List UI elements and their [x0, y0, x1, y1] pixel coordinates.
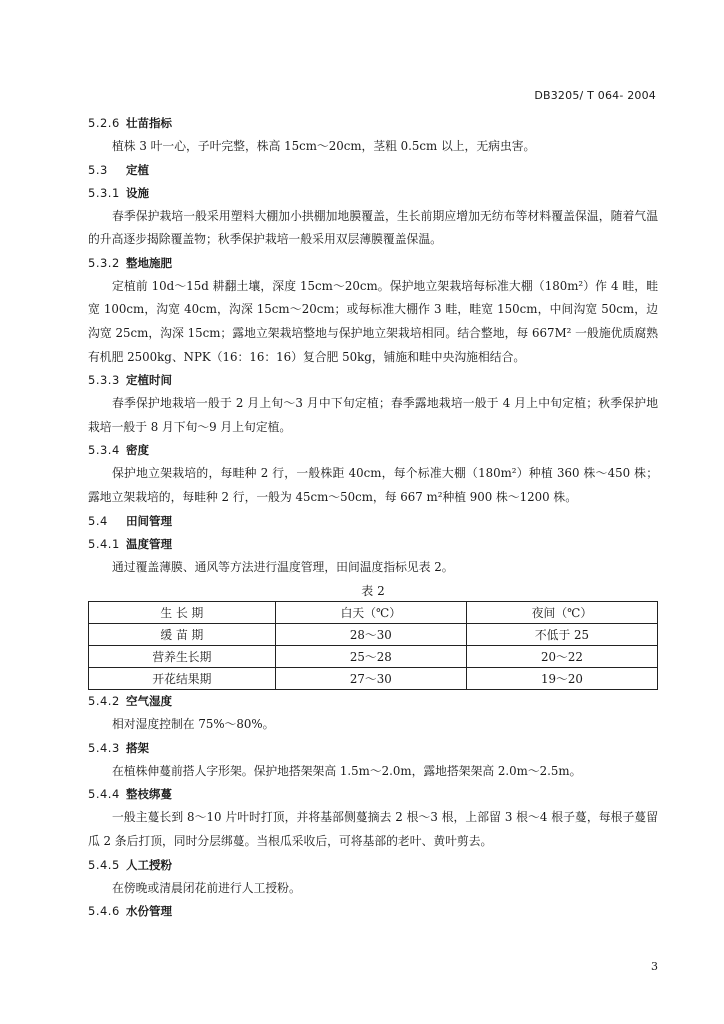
- table-cell: 缓 苗 期: [89, 624, 276, 646]
- table-row: [89, 668, 658, 690]
- section-number: 5.3.3: [88, 373, 120, 388]
- paragraph: 春季保护栽培一般采用塑料大棚加小拱棚加地膜覆盖，生长前期应增加无纺布等材料覆盖保温，随着气温的升高逐步揭除覆盖物；秋季保护栽培一般采用双层薄膜覆盖保温。: [88, 208, 658, 247]
- section-number: 5.3: [88, 162, 108, 177]
- table-header-cell: 夜间（℃）: [466, 602, 657, 624]
- section-title: 定植时间: [126, 373, 172, 388]
- section-title: 温度管理: [126, 536, 172, 551]
- table-cell: 开花结果期: [89, 668, 276, 690]
- section-heading: [88, 439, 658, 462]
- page-number: 3: [651, 960, 658, 973]
- section-title: 整地施肥: [126, 255, 172, 270]
- table-caption: 表 2: [361, 584, 385, 599]
- sections-after-table: [88, 690, 658, 923]
- table-cell: 19～20: [466, 668, 657, 690]
- paragraph: 保护地立架栽培的，每畦种 2 行，一般株距 40cm，每个标准大棚（180m²）种植 360 株～450 株；露地立架栽培的，每畦种 2 行，一般为 45cm～50cm，每 667 m²种植 900 株～1200 株。: [88, 466, 658, 504]
- paragraph: 定植前 10d～15d 耕翻土壤，深度 15cm～20cm。保护地立架栽培每标准大棚（180m²）作 4 畦，畦宽 100cm，沟宽 40cm，沟深 15cm～20cm；或每标准大棚作 3 畦，畦宽 150cm，中间沟宽 50cm，边沟宽 25cm，沟深 15cm；露地立架栽培整地与保护地立架栽培相同。结合整地，每 667M² 一般施优质腐熟有机肥 2500kg、NPK（16：16：16）复合肥 50kg，铺施和畦中央沟施相结合。: [88, 278, 658, 364]
- section-title: 整枝绑蔓: [126, 787, 172, 802]
- section-number: 5.4.6: [88, 904, 120, 919]
- paragraph: 在植株伸蔓前搭人字形架。保护地搭架架高 1.5m～2.0m，露地搭架架高 2.0m～2.5m。: [112, 763, 582, 778]
- section-number: 5.4.2: [88, 694, 120, 709]
- section-title: 设施: [126, 185, 149, 200]
- table-cell: 25～28: [275, 646, 466, 668]
- section-title: 壮苗指标: [126, 116, 172, 130]
- paragraph: 通过覆盖薄膜、通风等方法进行温度管理，田间温度指标见表 2。: [112, 559, 454, 574]
- sections-before-table: [88, 112, 658, 579]
- section-number: 5.3.1: [88, 185, 120, 200]
- paragraph: 植株 3 叶一心，子叶完整，株高 15cm～20cm，茎粗 0.5cm 以上，无病虫害。: [112, 139, 536, 153]
- section-number: 5.3.2: [88, 255, 120, 270]
- table-cell: 28～30: [275, 624, 466, 646]
- section-title: 定植: [126, 162, 149, 177]
- section-heading: [88, 533, 658, 556]
- table-cell: 27～30: [275, 668, 466, 690]
- section-heading: [88, 159, 658, 182]
- section-heading: [88, 900, 658, 923]
- paragraph: 在傍晚或清晨闭花前进行人工授粉。: [112, 880, 301, 895]
- section-title: 田间管理: [126, 513, 172, 528]
- section-heading: [88, 690, 658, 713]
- section-title: 搭架: [126, 740, 149, 755]
- section-title: 空气湿度: [126, 694, 172, 709]
- section-title: 水份管理: [126, 904, 172, 919]
- section-number: 5.4.5: [88, 857, 120, 872]
- section-heading: [88, 854, 658, 877]
- section-number: 5.4.4: [88, 787, 120, 802]
- paragraph: 相对湿度控制在 75%～80%。: [112, 717, 275, 732]
- table-header-cell: 白天（℃）: [275, 602, 466, 624]
- table-header-cell: 生 长 期: [89, 602, 276, 624]
- section-number: 5.3.4: [88, 443, 120, 458]
- section-heading: [88, 737, 658, 760]
- section-heading: [88, 369, 658, 392]
- section-heading: [88, 112, 658, 135]
- section-title: 人工授粉: [126, 857, 172, 872]
- section-number: 5.4.1: [88, 536, 120, 551]
- document-body: [88, 112, 658, 923]
- table-row: [89, 646, 658, 668]
- section-heading: [88, 252, 658, 275]
- section-heading: [88, 783, 658, 806]
- section-number: 5.4: [88, 513, 108, 528]
- document-code: DB3205/ T 064- 2004: [534, 89, 656, 102]
- paragraph: 春季保护地栽培一般于 2 月上旬～3 月中下旬定植；春季露地栽培一般于 4 月上中旬定植；秋季保护地栽培一般于 8 月下旬～9 月上旬定植。: [88, 396, 658, 434]
- section-heading: [88, 182, 658, 205]
- table-header-row: [89, 602, 658, 624]
- section-title: 密度: [126, 443, 149, 458]
- table-cell: 不低于 25: [466, 624, 657, 646]
- section-number: 5.4.3: [88, 740, 120, 755]
- paragraph: 一般主蔓长到 8～10 片叶时打顶，并将基部侧蔓摘去 2 根～3 根，上部留 3 根～4 根子蔓，每根子蔓留瓜 2 条后打顶，同时分层绑蔓。当根瓜采收后，可将基部的老叶、黄叶剪去。: [88, 810, 658, 848]
- table-row: [89, 624, 658, 646]
- temperature-table: [88, 601, 658, 690]
- section-heading: [88, 510, 658, 533]
- table-cell: 营养生长期: [89, 646, 276, 668]
- table-cell: 20～22: [466, 646, 657, 668]
- section-number: 5.2.6: [88, 116, 120, 130]
